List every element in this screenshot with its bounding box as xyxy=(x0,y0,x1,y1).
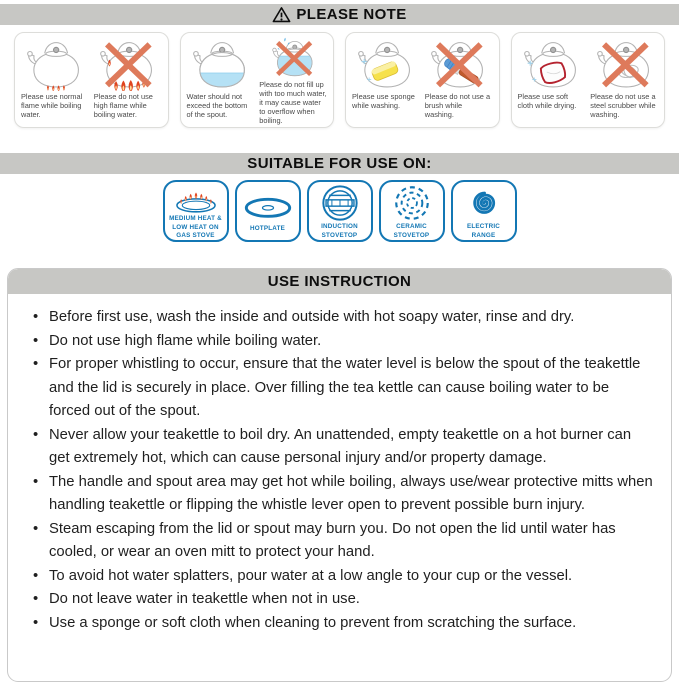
kettle-high-flame-icon xyxy=(98,37,157,91)
kettle-sponge-icon xyxy=(356,37,415,91)
instruction-item: • Never allow your teakettle to boil dry. An unattended, empty teakettle on a hot burner can get extremely hot, which can cause personal injury and/or property damage. xyxy=(32,424,653,471)
instruction-item: • Before first use, wash the inside and outside with hot soapy water, rinse and dry. xyxy=(32,306,653,330)
gas-stove-icon xyxy=(169,184,223,214)
figure-caption: Water should not exceed the bottom of the spout. xyxy=(186,92,248,120)
instruction-item: • Do not leave water in teakettle when not in use. xyxy=(32,588,653,612)
figure-high-flame xyxy=(93,37,163,125)
tile-gas-stove xyxy=(163,180,229,242)
tile-label: CERAMIC STOVETOP xyxy=(393,223,430,239)
kettle-normal-flame-icon xyxy=(25,37,84,91)
please-note-header xyxy=(0,4,679,25)
figure-caption: Please do not use a steel scrubber while washing. xyxy=(590,92,656,120)
suitable-tiles xyxy=(0,180,679,242)
figure-caption: Please use soft cloth while drying. xyxy=(517,92,577,111)
kettle-steel-scrubber-icon xyxy=(595,37,654,91)
tile-label: INDUCTION STOVETOP xyxy=(321,223,358,239)
ceramic-stovetop-icon xyxy=(385,184,439,222)
warning-triangle-icon xyxy=(272,6,291,23)
kettle-overfill-icon xyxy=(264,37,323,79)
hotplate-icon xyxy=(241,190,295,224)
instruction-list xyxy=(8,294,671,635)
note-panel-washing xyxy=(345,32,500,128)
instruction-item: • For proper whistling to occur, ensure that the water level is below the spout of the teakettle and the lid is securely in place. Over filling the tea kettle can cause boiling water to be forced out of the spout. xyxy=(32,353,653,424)
please-note-panels xyxy=(14,32,665,128)
figure-water-level xyxy=(186,37,256,125)
kettle-water-level-icon xyxy=(191,37,250,91)
suitable-title: SUITABLE FOR USE ON: xyxy=(247,155,432,172)
kettle-soft-cloth-icon xyxy=(522,37,581,91)
figure-overfill xyxy=(258,37,328,125)
tile-electric-range xyxy=(451,180,517,242)
instruction-item: • The handle and spout area may get hot while boiling, always use/wear protective mitts when handling teakettle or flipping the whistle lever open to prevent possible burn injury. xyxy=(32,471,653,518)
note-panel-flame xyxy=(14,32,169,128)
kettle-brush-icon xyxy=(429,37,488,91)
figure-caption: Please do not fill up with too much water, it may cause water to overflow when boiling. xyxy=(259,79,327,125)
tile-hotplate xyxy=(235,180,301,242)
figure-soft-cloth xyxy=(517,37,587,125)
note-panel-water xyxy=(180,32,335,128)
figure-normal-flame xyxy=(20,37,90,125)
figure-caption: Please use normal flame while boiling water. xyxy=(21,92,83,120)
instruction-item: • Steam escaping from the lid or spout may burn you. Do not open the lid until water has cooled, or wear an oven mitt to protect your hand. xyxy=(32,518,653,565)
tile-induction xyxy=(307,180,373,242)
please-note-title: PLEASE NOTE xyxy=(296,6,407,23)
suitable-header xyxy=(0,153,679,174)
use-instruction-title: USE INSTRUCTION xyxy=(267,273,412,290)
tile-ceramic xyxy=(379,180,445,242)
figure-brush xyxy=(424,37,494,125)
figure-caption: Please do not use a brush while washing. xyxy=(424,92,491,120)
induction-stovetop-icon xyxy=(313,184,367,222)
figure-caption: Please do not use high flame while boiling water. xyxy=(93,92,153,120)
tile-label: ELECTRIC RANGE xyxy=(466,223,501,239)
figure-caption: Please use sponge while washing. xyxy=(352,92,415,111)
figure-steel-scrubber xyxy=(589,37,659,125)
figure-sponge xyxy=(351,37,421,125)
use-instruction-header xyxy=(8,269,671,294)
tile-label: HOTPLATE xyxy=(249,225,286,233)
use-instruction-box xyxy=(7,268,672,682)
instruction-item: • Use a sponge or soft cloth when cleaning to prevent from scratching the surface. xyxy=(32,612,653,636)
instruction-item: • To avoid hot water splatters, pour water at a low angle to your cup or the vessel. xyxy=(32,565,653,589)
instruction-item: • Do not use high flame while boiling water. xyxy=(32,330,653,354)
tile-label: MEDIUM HEAT & LOW HEAT ON GAS STOVE xyxy=(169,215,222,239)
note-panel-drying xyxy=(511,32,666,128)
electric-range-icon xyxy=(457,184,511,222)
